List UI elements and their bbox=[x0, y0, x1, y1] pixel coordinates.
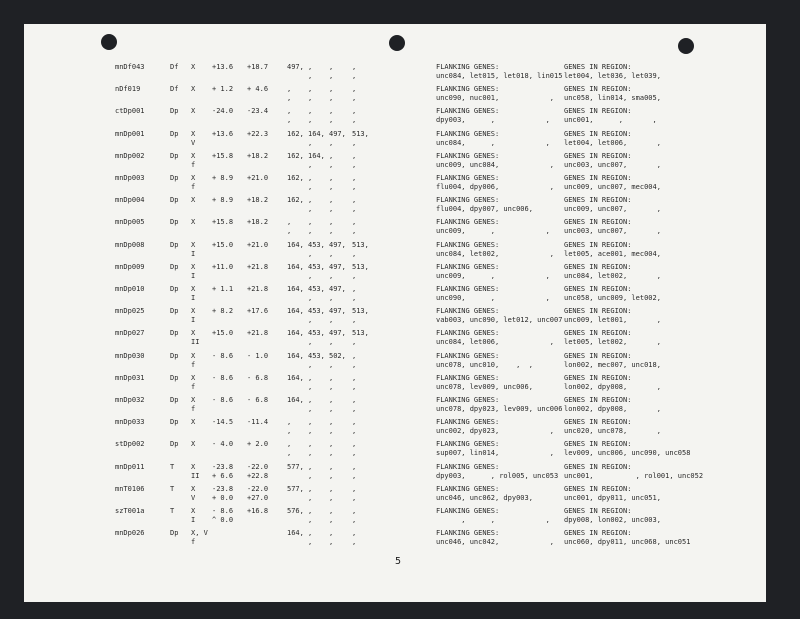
right-breakpoint: +21.0 bbox=[247, 240, 269, 249]
right-breakpoint: -22.0 +27.0 bbox=[247, 484, 269, 502]
rearrangement-type: Dp bbox=[170, 129, 179, 138]
reference-2: 453, , bbox=[308, 285, 325, 302]
reference-2: , , bbox=[308, 418, 313, 436]
reference-3: , , bbox=[329, 63, 334, 80]
rearrangement-type: Df bbox=[170, 63, 179, 71]
rearrangement-name: mnDp031 bbox=[115, 373, 145, 382]
rearrangement-name: mnDp003 bbox=[115, 174, 145, 182]
reference-1: 164, bbox=[287, 351, 304, 360]
genes-in-region: GENES IN REGION: lon002, dpy008, , bbox=[564, 373, 661, 391]
rearrangement-type: Dp bbox=[170, 396, 179, 404]
right-breakpoint: +21.0 bbox=[247, 174, 269, 182]
rearrangement-type: T bbox=[170, 462, 175, 471]
left-breakpoint: - 8.6 bbox=[212, 373, 234, 382]
rearrangement-name: mnDp005 bbox=[115, 218, 145, 227]
table-row bbox=[24, 107, 766, 127]
chromosome: X bbox=[191, 63, 196, 71]
reference-1: , , bbox=[287, 85, 292, 103]
reference-4: 513, , bbox=[352, 240, 369, 258]
reference-2: 453, , bbox=[308, 307, 325, 325]
rearrangement-name: mnDf043 bbox=[115, 63, 145, 71]
rearrangement-name: mnDp032 bbox=[115, 396, 145, 404]
reference-1: 576, bbox=[287, 507, 304, 515]
flanking-genes: FLANKING GENES: , , , bbox=[436, 507, 550, 524]
table-row bbox=[24, 285, 766, 305]
reference-1: , , bbox=[287, 418, 292, 436]
genes-in-region: GENES IN REGION: unc003, unc007, , bbox=[564, 151, 661, 169]
reference-4: , , bbox=[352, 507, 357, 524]
reference-4: , , bbox=[352, 351, 357, 369]
reference-3: , , bbox=[329, 196, 334, 214]
reference-2: , , bbox=[308, 174, 313, 191]
chromosome: X bbox=[191, 440, 196, 449]
reference-4: , , bbox=[352, 440, 357, 458]
rearrangement-name: mnDp008 bbox=[115, 240, 145, 249]
flanking-genes: FLANKING GENES: unc084, , , bbox=[436, 129, 550, 147]
table-row bbox=[24, 307, 766, 327]
reference-2: 453, , bbox=[308, 351, 325, 369]
genes-in-region: GENES IN REGION: dpy008, lon002, unc003, bbox=[564, 507, 661, 524]
table-row bbox=[24, 485, 766, 505]
genes-in-region: GENES IN REGION: unc003, unc007, , bbox=[564, 218, 661, 236]
reference-3: , , bbox=[329, 151, 334, 169]
right-breakpoint: +18.2 bbox=[247, 151, 269, 160]
reference-3: , , bbox=[329, 396, 334, 413]
reference-3: , , bbox=[329, 218, 334, 236]
flanking-genes: FLANKING GENES: unc078, dpy023, lev009, unc006 bbox=[436, 396, 563, 413]
reference-4: , , bbox=[352, 373, 357, 391]
genes-in-region: GENES IN REGION: unc060, dpy011, unc068, unc051 bbox=[564, 529, 691, 547]
rearrangement-name: mnDp027 bbox=[115, 329, 145, 338]
rearrangement-name: mnDp004 bbox=[115, 196, 145, 205]
reference-3: , , bbox=[329, 85, 334, 103]
genes-in-region: GENES IN REGION: unc009, let001, , bbox=[564, 307, 661, 325]
reference-1: 162, bbox=[287, 129, 304, 138]
chromosome: X f bbox=[191, 151, 196, 169]
reference-1: , , bbox=[287, 440, 292, 458]
table-row bbox=[24, 396, 766, 416]
chromosome: X V bbox=[191, 129, 196, 147]
rearrangement-type: Dp bbox=[170, 285, 179, 293]
left-breakpoint: + 8.2 bbox=[212, 307, 234, 316]
reference-4: , , bbox=[352, 107, 357, 125]
chromosome: X I bbox=[191, 307, 196, 325]
left-breakpoint: +15.0 bbox=[212, 329, 234, 338]
reference-2: , , bbox=[308, 484, 313, 502]
table-row bbox=[24, 174, 766, 194]
reference-4: 513, , bbox=[352, 329, 369, 347]
reference-3: , , bbox=[329, 418, 334, 436]
rearrangement-type: Dp bbox=[170, 418, 179, 427]
genes-in-region: GENES IN REGION: let005, ace001, mec004, bbox=[564, 240, 661, 258]
chromosome: X bbox=[191, 107, 196, 116]
rearrangement-name: ctDp001 bbox=[115, 107, 145, 116]
reference-2: 164, , bbox=[308, 151, 325, 169]
flanking-genes: FLANKING GENES: unc002, dpy023, , bbox=[436, 418, 555, 436]
reference-2: 453, , bbox=[308, 240, 325, 258]
reference-3: 497, , bbox=[329, 262, 346, 280]
left-breakpoint: -23.8 + 6.6 bbox=[212, 462, 234, 480]
right-breakpoint: - 6.8 bbox=[247, 373, 269, 382]
reference-3: , , bbox=[329, 484, 334, 502]
chromosome: X I bbox=[191, 507, 196, 524]
reference-2: , , bbox=[308, 440, 313, 458]
flanking-genes: FLANKING GENES: unc090, , , bbox=[436, 285, 550, 302]
left-breakpoint: +11.0 bbox=[212, 262, 234, 271]
reference-3: 502, , bbox=[329, 351, 346, 369]
rearrangement-type: Dp bbox=[170, 307, 179, 316]
left-breakpoint: -24.0 bbox=[212, 107, 234, 116]
rearrangement-name: mnDp025 bbox=[115, 307, 145, 316]
rearrangement-name: nDf019 bbox=[115, 85, 141, 94]
chromosome: X f bbox=[191, 373, 196, 391]
flanking-genes: FLANKING GENES: unc090, nuc001, , bbox=[436, 85, 555, 103]
reference-2: , , bbox=[308, 507, 313, 524]
rearrangement-type: Dp bbox=[170, 174, 179, 182]
reference-1: 164, bbox=[287, 529, 304, 538]
flanking-genes: FLANKING GENES: sup007, lin014, , bbox=[436, 440, 555, 458]
table-row bbox=[24, 85, 766, 105]
chromosome: X bbox=[191, 196, 196, 205]
table-row bbox=[24, 352, 766, 372]
flanking-genes: FLANKING GENES: flu004, dpy006, , bbox=[436, 174, 555, 191]
right-breakpoint: +16.8 bbox=[247, 507, 269, 515]
flanking-genes: FLANKING GENES: unc009, , , bbox=[436, 262, 550, 280]
chromosome: X I bbox=[191, 240, 196, 258]
reference-4: , , bbox=[352, 151, 357, 169]
rearrangement-type: Dp bbox=[170, 351, 179, 360]
reference-3: 497, , bbox=[329, 129, 346, 147]
reference-4: , , bbox=[352, 196, 357, 214]
reference-4: , , bbox=[352, 396, 357, 413]
punch-hole bbox=[678, 38, 694, 54]
rearrangement-type: Dp bbox=[170, 196, 179, 205]
left-breakpoint: -14.5 bbox=[212, 418, 234, 427]
rearrangement-type: Dp bbox=[170, 240, 179, 249]
page-number: 5 bbox=[395, 556, 402, 567]
reference-4: 513, , bbox=[352, 129, 369, 147]
reference-4: 513, , bbox=[352, 262, 369, 280]
reference-2: , , bbox=[308, 529, 313, 547]
chromosome: X II bbox=[191, 462, 200, 480]
right-breakpoint: - 1.0 bbox=[247, 351, 269, 360]
rearrangement-type: Dp bbox=[170, 329, 179, 338]
rearrangement-name: mnT0106 bbox=[115, 484, 145, 493]
flanking-genes: FLANKING GENES: unc084, let002, , bbox=[436, 240, 555, 258]
reference-4: , , bbox=[352, 462, 357, 480]
reference-3: 497, , bbox=[329, 285, 346, 302]
reference-1: 164, bbox=[287, 396, 304, 404]
reference-1: 164, bbox=[287, 262, 304, 271]
chromosome: X I bbox=[191, 285, 196, 302]
reference-1: 577, bbox=[287, 462, 304, 471]
chromosome: X II bbox=[191, 329, 200, 347]
left-breakpoint: +13.6 bbox=[212, 63, 234, 71]
genes-in-region: GENES IN REGION: let004, let036, let039, bbox=[564, 63, 661, 80]
left-breakpoint: +15.8 bbox=[212, 218, 234, 227]
reference-4: , , bbox=[352, 63, 357, 80]
chromosome: X, V f bbox=[191, 529, 208, 547]
genes-in-region: GENES IN REGION: unc009, unc007, mec004, bbox=[564, 174, 661, 191]
genes-in-region: GENES IN REGION: lon002, mec007, unc018, bbox=[564, 351, 661, 369]
left-breakpoint: - 4.0 bbox=[212, 440, 234, 449]
reference-4: , , bbox=[352, 85, 357, 103]
reference-4: 513, , bbox=[352, 307, 369, 325]
reference-1: 162, bbox=[287, 174, 304, 182]
reference-2: , , bbox=[308, 462, 313, 480]
rearrangement-name: stDp002 bbox=[115, 440, 145, 449]
document-page bbox=[24, 24, 766, 602]
flanking-genes: FLANKING GENES: unc078, lev009, unc006, bbox=[436, 373, 533, 391]
left-breakpoint: - 8.6 bbox=[212, 351, 234, 360]
rearrangement-type: T bbox=[170, 484, 175, 493]
genes-in-region: GENES IN REGION: unc001, , rol001, unc052 bbox=[564, 462, 704, 480]
reference-2: , , bbox=[308, 63, 313, 80]
table-row bbox=[24, 418, 766, 438]
reference-2: , , bbox=[308, 107, 313, 125]
rearrangement-type: Dp bbox=[170, 218, 179, 227]
rearrangement-type: Dp bbox=[170, 373, 179, 382]
flanking-genes: FLANKING GENES: flu004, dpy007, unc006, bbox=[436, 196, 533, 214]
reference-4: , , bbox=[352, 285, 357, 302]
reference-1: 162, bbox=[287, 196, 304, 205]
reference-1: 164, bbox=[287, 307, 304, 316]
table-row bbox=[24, 463, 766, 483]
rearrangement-type: Dp bbox=[170, 262, 179, 271]
table-row bbox=[24, 196, 766, 216]
flanking-genes: FLANKING GENES: dpy003, , rol005, unc053 bbox=[436, 462, 559, 480]
chromosome: X f bbox=[191, 351, 196, 369]
genes-in-region: GENES IN REGION: unc020, unc078, , bbox=[564, 418, 661, 436]
flanking-genes: FLANKING GENES: unc046, unc042, , bbox=[436, 529, 555, 547]
left-breakpoint: + 1.1 bbox=[212, 285, 234, 293]
table-row bbox=[24, 130, 766, 150]
genes-in-region: GENES IN REGION: unc009, unc007, , bbox=[564, 196, 661, 214]
table-row bbox=[24, 263, 766, 283]
table-row bbox=[24, 152, 766, 172]
left-breakpoint: +13.6 bbox=[212, 129, 234, 138]
genes-in-region: GENES IN REGION: unc001, , , bbox=[564, 107, 657, 125]
punch-hole bbox=[389, 35, 405, 51]
flanking-genes: FLANKING GENES: unc009, unc084, , bbox=[436, 151, 555, 169]
left-breakpoint: + 8.9 bbox=[212, 196, 234, 205]
reference-2: 453, , bbox=[308, 262, 325, 280]
reference-3: , , bbox=[329, 507, 334, 524]
reference-4: , , bbox=[352, 218, 357, 236]
reference-1: 162, bbox=[287, 151, 304, 160]
left-breakpoint: - 8.6 ^ 0.0 bbox=[212, 507, 234, 524]
rearrangement-name: mnDp030 bbox=[115, 351, 145, 360]
reference-4: , , bbox=[352, 174, 357, 191]
reference-4: , , bbox=[352, 484, 357, 502]
reference-2: , , bbox=[308, 373, 313, 391]
rearrangement-name: mnDp033 bbox=[115, 418, 145, 427]
right-breakpoint: +21.8 bbox=[247, 329, 269, 338]
flanking-genes: FLANKING GENES: unc009, , , bbox=[436, 218, 550, 236]
right-breakpoint: +18.2 bbox=[247, 218, 269, 227]
rearrangement-name: mnDp009 bbox=[115, 262, 145, 271]
reference-3: , , bbox=[329, 373, 334, 391]
reference-3: 497, , bbox=[329, 240, 346, 258]
right-breakpoint: +22.3 bbox=[247, 129, 269, 138]
left-breakpoint: +15.8 bbox=[212, 151, 234, 160]
reference-2: 164, , bbox=[308, 129, 325, 147]
reference-2: , , bbox=[308, 85, 313, 103]
flanking-genes: FLANKING GENES: unc084, let006, , bbox=[436, 329, 555, 347]
reference-3: , , bbox=[329, 440, 334, 458]
punch-hole bbox=[101, 34, 117, 50]
rearrangement-name: szT001a bbox=[115, 507, 145, 515]
reference-4: , , bbox=[352, 529, 357, 547]
reference-1: 164, bbox=[287, 329, 304, 338]
rearrangement-type: Dp bbox=[170, 107, 179, 116]
reference-2: , , bbox=[308, 196, 313, 214]
genes-in-region: GENES IN REGION: lev009, unc006, unc090, unc058 bbox=[564, 440, 691, 458]
genes-in-region: GENES IN REGION: unc084, let002, , bbox=[564, 262, 661, 280]
reference-1: 164, bbox=[287, 285, 304, 293]
rearrangement-name: mnDp011 bbox=[115, 462, 145, 471]
table-row bbox=[24, 63, 766, 83]
reference-1: 577, bbox=[287, 484, 304, 493]
flanking-genes: FLANKING GENES: dpy003, , , bbox=[436, 107, 550, 125]
rearrangement-type: T bbox=[170, 507, 175, 515]
right-breakpoint: -22.0 +22.8 bbox=[247, 462, 269, 480]
reference-1: , , bbox=[287, 107, 292, 125]
right-breakpoint: +18.2 bbox=[247, 196, 269, 205]
rearrangement-type: Df bbox=[170, 85, 179, 94]
genes-in-region: GENES IN REGION: let004, let006, , bbox=[564, 129, 661, 147]
table-row bbox=[24, 374, 766, 394]
reference-1: 164, bbox=[287, 240, 304, 249]
table-row bbox=[24, 218, 766, 238]
right-breakpoint: +18.7 bbox=[247, 63, 269, 71]
rearrangement-name: mnDp010 bbox=[115, 285, 145, 293]
reference-2: , , bbox=[308, 396, 313, 413]
reference-3: , , bbox=[329, 529, 334, 547]
rearrangement-type: Dp bbox=[170, 440, 179, 449]
right-breakpoint: + 2.0 bbox=[247, 440, 269, 449]
reference-2: 453, , bbox=[308, 329, 325, 347]
chromosome: X f bbox=[191, 174, 196, 191]
chromosome: X bbox=[191, 418, 196, 427]
flanking-genes: FLANKING GENES: vab003, unc090, let012, unc007 bbox=[436, 307, 563, 325]
right-breakpoint: - 6.8 bbox=[247, 396, 269, 404]
table-row bbox=[24, 241, 766, 261]
rearrangement-type: Dp bbox=[170, 529, 179, 538]
left-breakpoint: -23.8 + 0.0 bbox=[212, 484, 234, 502]
genes-in-region: GENES IN REGION: lon002, dpy008, , bbox=[564, 396, 661, 413]
reference-3: 497, , bbox=[329, 307, 346, 325]
flanking-genes: FLANKING GENES: unc084, let015, let018, lin015 bbox=[436, 63, 563, 80]
left-breakpoint: + 1.2 bbox=[212, 85, 234, 94]
table-row bbox=[24, 329, 766, 349]
genes-in-region: GENES IN REGION: let005, let002, , bbox=[564, 329, 661, 347]
chromosome: X V bbox=[191, 484, 196, 502]
reference-3: , , bbox=[329, 462, 334, 480]
right-breakpoint: + 4.6 bbox=[247, 85, 269, 94]
flanking-genes: FLANKING GENES: unc046, unc062, dpy003, bbox=[436, 484, 533, 502]
reference-3: , , bbox=[329, 174, 334, 191]
right-breakpoint: +21.8 bbox=[247, 285, 269, 293]
right-breakpoint: -23.4 bbox=[247, 107, 269, 116]
genes-in-region: GENES IN REGION: unc001, dpy011, unc051, bbox=[564, 484, 661, 502]
left-breakpoint: +15.0 bbox=[212, 240, 234, 249]
reference-1: 164, bbox=[287, 373, 304, 382]
reference-2: , , bbox=[308, 218, 313, 236]
right-breakpoint: -11.4 bbox=[247, 418, 269, 427]
left-breakpoint: - 8.6 bbox=[212, 396, 234, 404]
reference-3: 497, , bbox=[329, 329, 346, 347]
rearrangement-name: mnDp026 bbox=[115, 529, 145, 538]
reference-1: , , bbox=[287, 218, 292, 236]
rearrangement-type: Dp bbox=[170, 151, 179, 160]
flanking-genes: FLANKING GENES: unc078, unc010, , , bbox=[436, 351, 533, 369]
table-row bbox=[24, 507, 766, 527]
chromosome: X I bbox=[191, 262, 196, 280]
chromosome: X bbox=[191, 85, 196, 94]
right-breakpoint: +17.6 bbox=[247, 307, 269, 316]
genes-in-region: GENES IN REGION: unc058, unc009, let002, bbox=[564, 285, 661, 302]
table-row bbox=[24, 529, 766, 549]
reference-1: 497, bbox=[287, 63, 304, 71]
rearrangement-name: mnDp002 bbox=[115, 151, 145, 160]
right-breakpoint: +21.8 bbox=[247, 262, 269, 271]
reference-3: , , bbox=[329, 107, 334, 125]
chromosome: X bbox=[191, 218, 196, 227]
genes-in-region: GENES IN REGION: unc058, lin014, sma005, bbox=[564, 85, 661, 103]
chromosome: X f bbox=[191, 396, 196, 413]
reference-4: , , bbox=[352, 418, 357, 436]
table-row bbox=[24, 440, 766, 460]
left-breakpoint: + 8.9 bbox=[212, 174, 234, 182]
rearrangement-name: mnDp001 bbox=[115, 129, 145, 138]
